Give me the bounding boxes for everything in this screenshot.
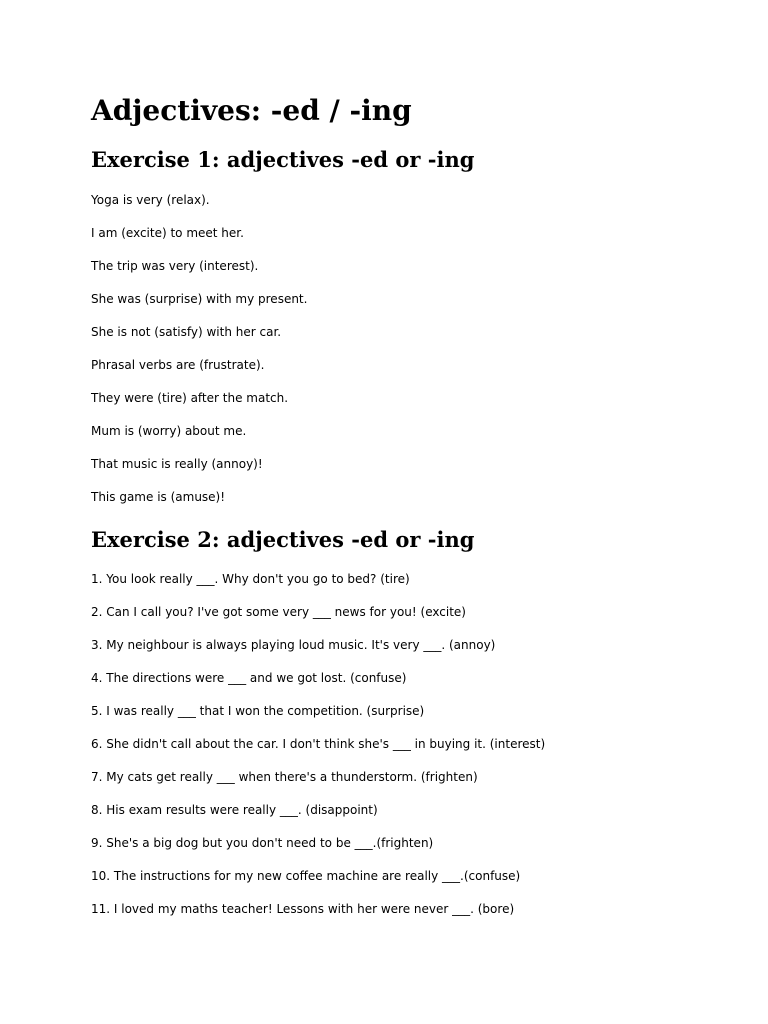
exercise-1-item: Mum is (worry) about me. xyxy=(91,424,247,438)
exercise-1-item: She is not (satisfy) with her car. xyxy=(91,325,282,339)
exercise-2-item: 11. I loved my maths teacher! Lessons with her were never ___. (bore) xyxy=(91,902,515,916)
exercise-2-item: 8. His exam results were really ___. (disappoint) xyxy=(91,803,378,817)
exercise-1-item: Yoga is very (relax). xyxy=(91,193,210,207)
exercise-2-item: 7. My cats get really ___ when there's a thunderstorm. (frighten) xyxy=(91,770,478,784)
exercise-2-item: 10. The instructions for my new coffee machine are really ___.(confuse) xyxy=(91,869,521,883)
exercise-1-item: They were (tire) after the match. xyxy=(91,391,289,405)
exercise-1-title: Exercise 1: adjectives -ed or -ing xyxy=(91,147,475,172)
exercise-2-item: 2. Can I call you? I've got some very ___ news for you! (excite) xyxy=(91,605,466,619)
exercise-1-item: The trip was very (interest). xyxy=(91,259,259,273)
exercise-2-item: 5. I was really ___ that I won the competition. (surprise) xyxy=(91,704,425,718)
page-title: Adjectives: -ed / -ing xyxy=(91,94,412,127)
exercise-2-item: 1. You look really ___. Why don't you go to bed? (tire) xyxy=(91,572,410,586)
exercise-1-item: I am (excite) to meet her. xyxy=(91,226,244,240)
exercise-2-item: 6. She didn't call about the car. I don't think she's ___ in buying it. (interest) xyxy=(91,737,546,751)
exercise-2-title: Exercise 2: adjectives -ed or -ing xyxy=(91,527,475,552)
exercise-2-item: 3. My neighbour is always playing loud music. It's very ___. (annoy) xyxy=(91,638,496,652)
exercise-1-item: She was (surprise) with my present. xyxy=(91,292,308,306)
exercise-2-item: 9. She's a big dog but you don't need to be ___.(frighten) xyxy=(91,836,434,850)
exercise-2-list xyxy=(91,570,545,933)
exercise-2-item: 4. The directions were ___ and we got lost. (confuse) xyxy=(91,671,407,685)
exercise-1-item: Phrasal verbs are (frustrate). xyxy=(91,358,265,372)
exercise-1-item: This game is (amuse)! xyxy=(91,490,226,504)
exercise-1-list xyxy=(91,191,307,521)
exercise-1-item: That music is really (annoy)! xyxy=(91,457,263,471)
